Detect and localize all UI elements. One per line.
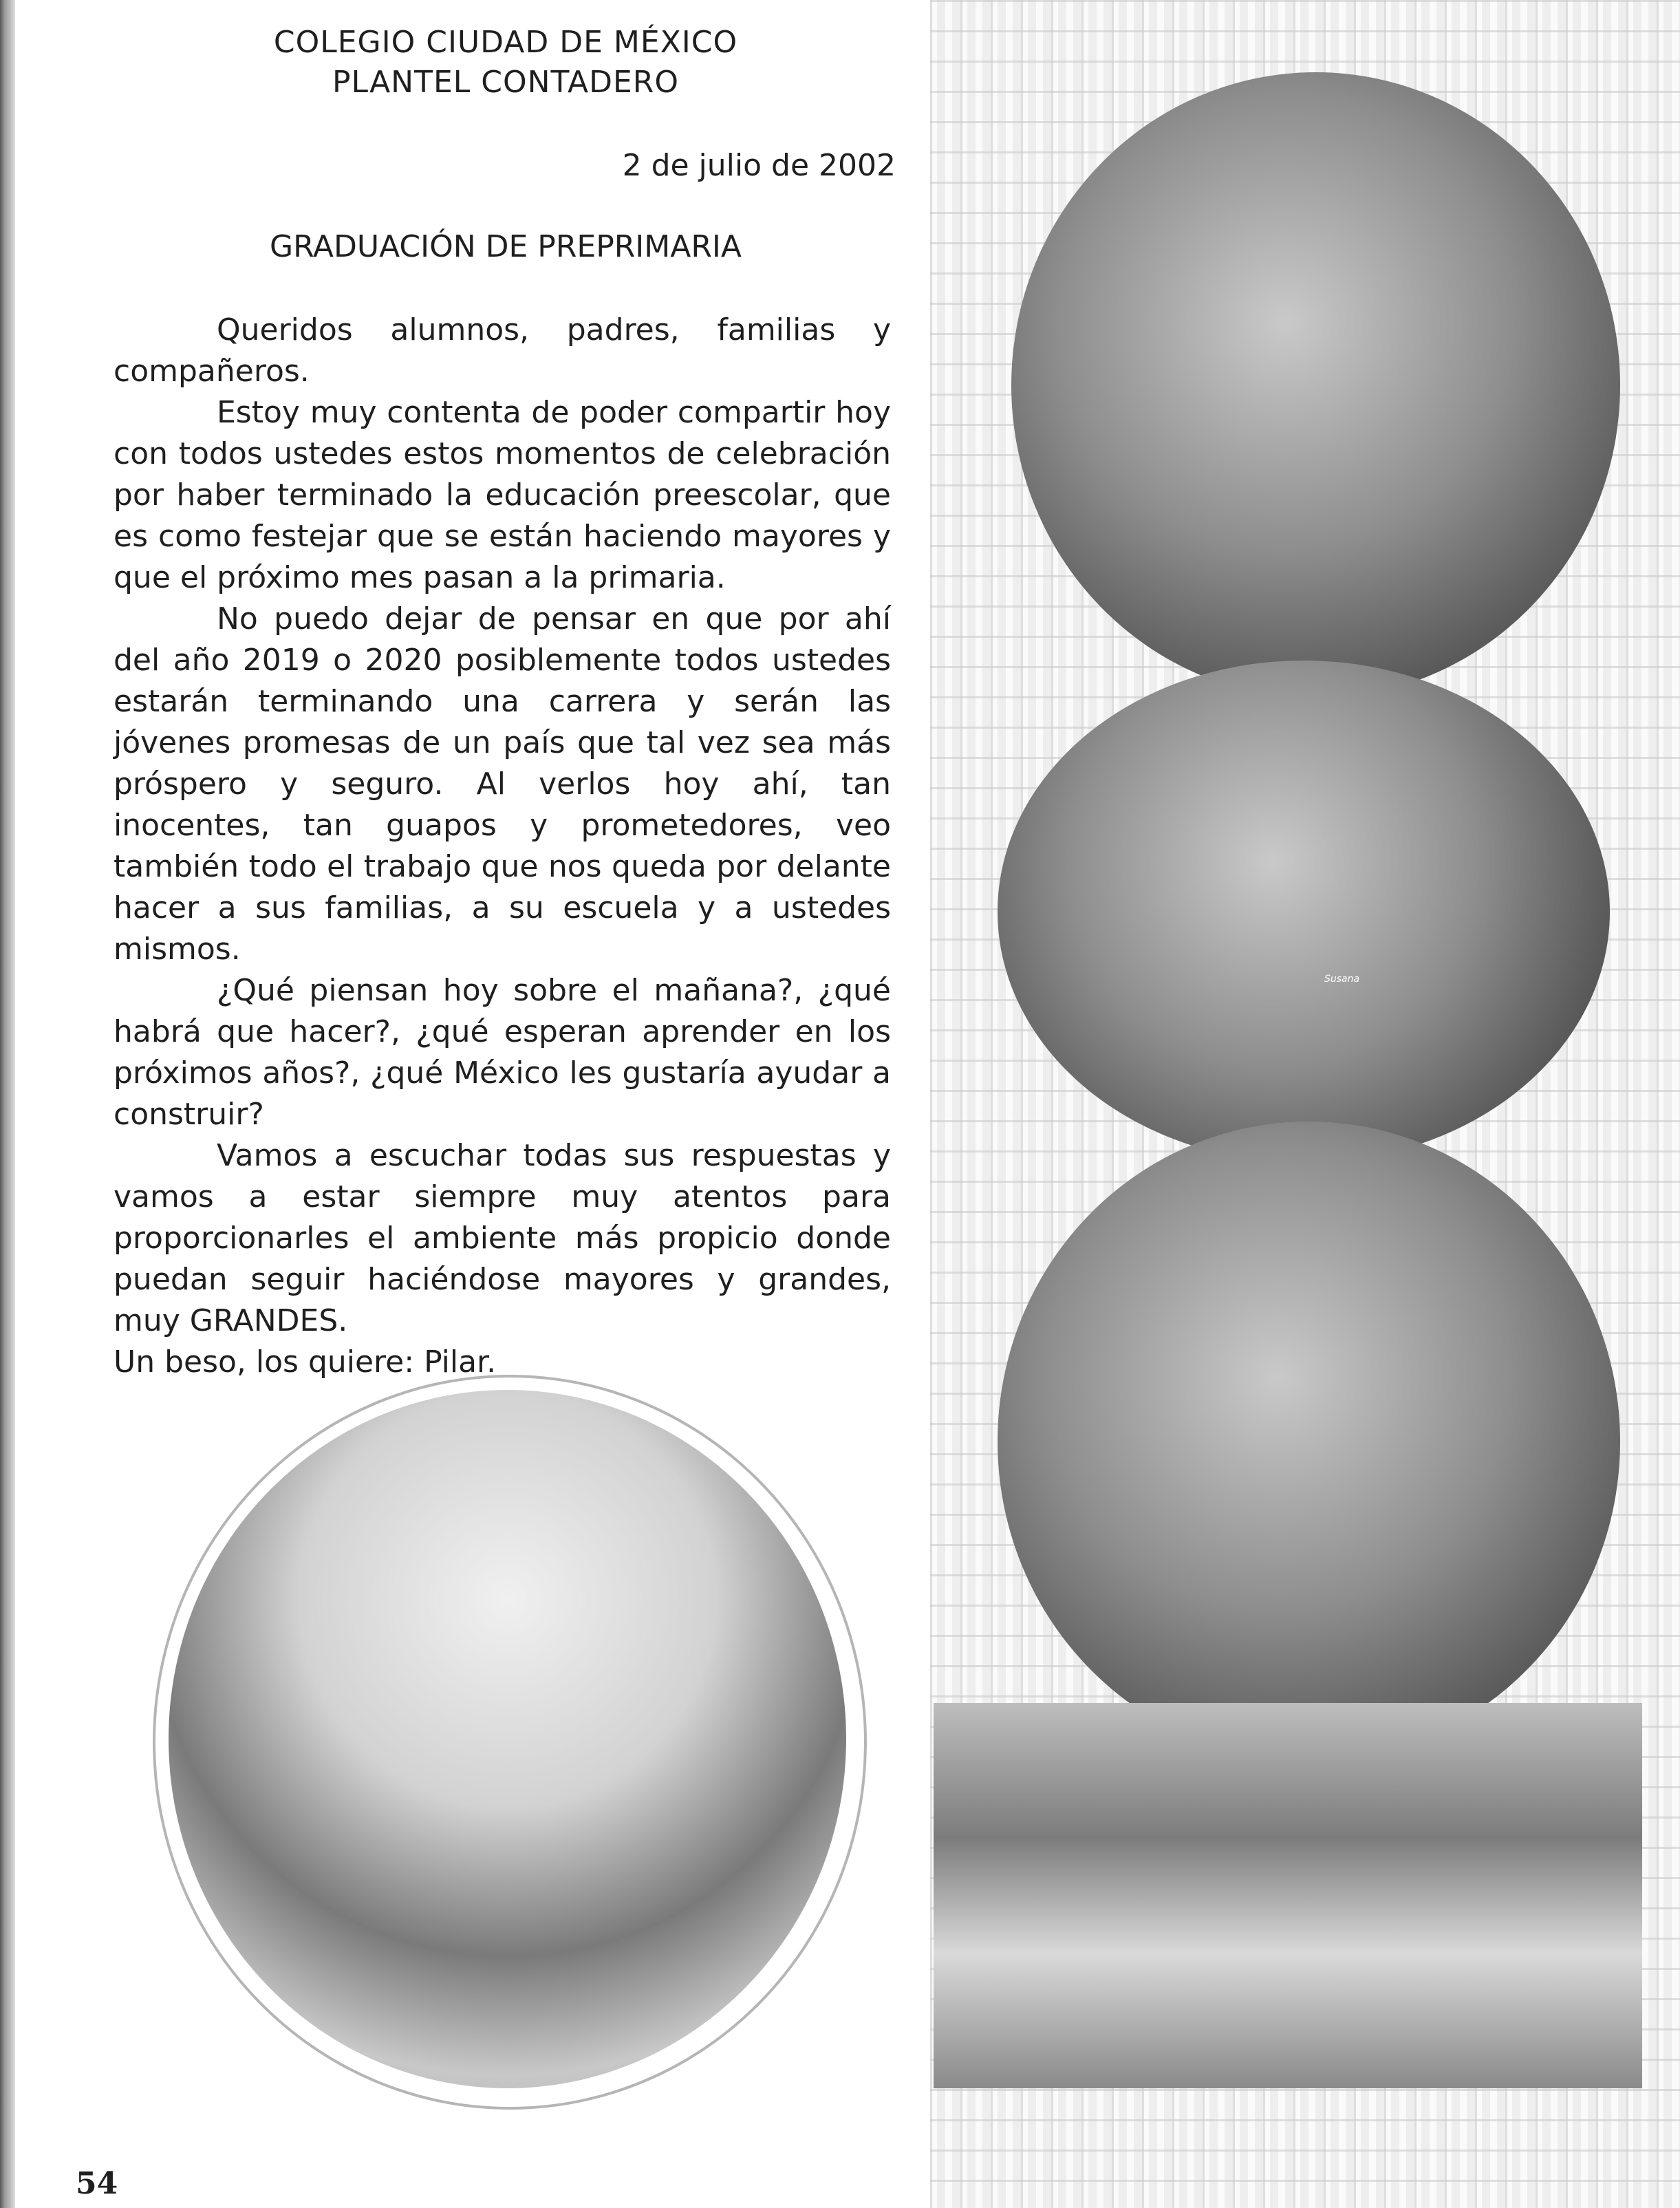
letter-paragraph: Vamos a escuchar todas sus respuestas y vamos a estar siempre muy atentos para proporcionarles el ambiente más propicio donde puedan seguir haciéndose mayores y grandes, muy GRANDES. [114,1138,891,1338]
letter-paragraph: Queridos alumnos, padres, familias y compañeros. [114,312,891,389]
letter-date: 2 de julio de 2002 [622,148,896,183]
school-name: COLEGIO CIUDAD DE MÉXICO [273,25,738,60]
letter-paragraph: ¿Qué piensan hoy sobre el mañana?, ¿qué habrá que hacer?, ¿qué esperan aprender en los próximos años?, ¿qué México les gustaría ayudar a construir? [114,973,891,1132]
photo-hug-diploma [998,661,1610,1163]
letter-paragraph: Estoy muy contenta de poder compartir hoy con todos ustedes estos momentos de celebración por haber terminado la educación preescolar, que es como festejar que se están haciendo mayores y que el próximo mes pasan a la primaria. [114,395,891,595]
photo-family-portrait [1011,72,1620,698]
photo-seated-graduates [169,1390,846,2088]
letter-closing: Un beso, los quiere: Pilar. [114,1344,497,1380]
letter-heading: GRADUACIÓN DE PREPRIMARIA [270,229,742,264]
letter-paragraph: No puedo dejar de pensar en que por ahí del año 2019 o 2020 posiblemente todos ustedes estarán terminando una carrera y serán las jóvenes promesas de un país que tal vez sea más próspero y seguro. Al verlos hoy ahí, tan inocentes, tan guapos y prometedores, veo también todo el trabajo que nos queda por delante hacer a sus familias, a su escuela y a ustedes mismos. [114,601,891,967]
photo-graduates-group [934,1703,1642,2088]
page-number: 54 [76,2166,118,2201]
photo-caption-name: Susana [1324,974,1360,985]
photo-diploma-table [998,1122,1620,1761]
page-binding-edge [0,0,15,2208]
school-campus: PLANTEL CONTADERO [332,65,679,100]
letter-body [114,310,891,1383]
